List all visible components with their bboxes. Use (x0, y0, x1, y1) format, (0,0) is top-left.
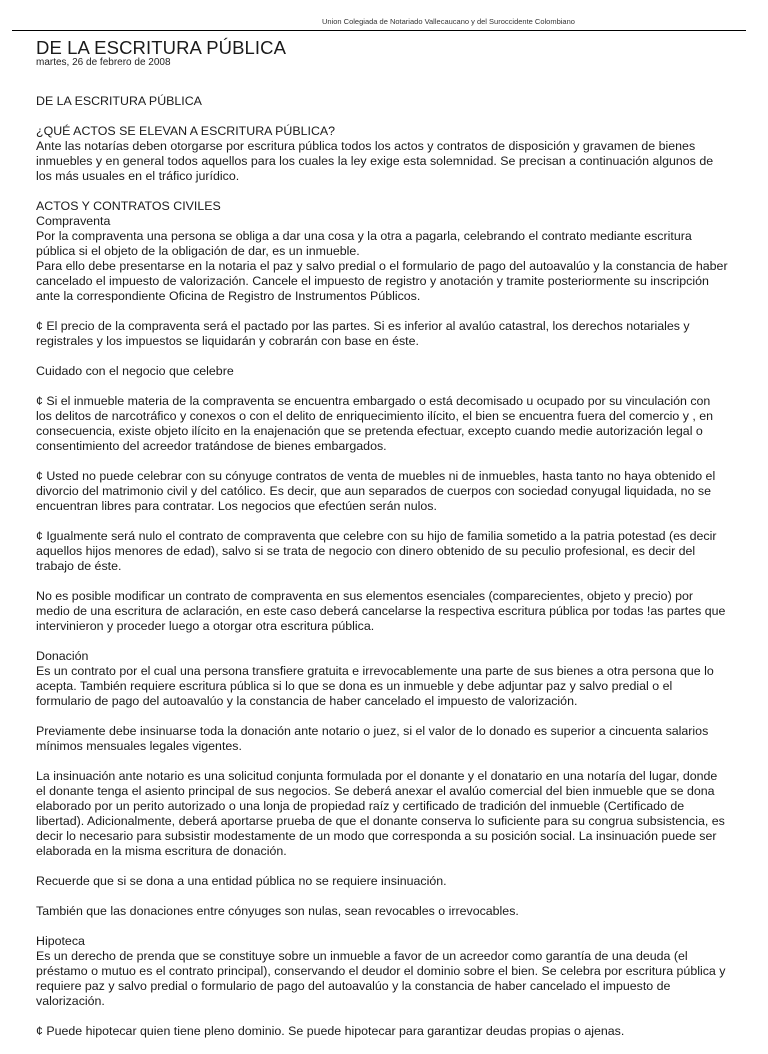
paragraph-embargo: ¢ Si el inmueble materia de la compraventa se encuentra embargado o está decomisado u ocupado por su vinculación con los delitos de narcotráfico y conexos o con el delito de enriquecimiento ilícito, el bien se encuentra fuera del comercio y , en consecuencia, existe objeto ilícito en la enajenación que se pretenda efectuar, excepto cuando medie autorización legal o consentimiento del acreedor tratándose de bienes embargados. (36, 394, 714, 453)
subsection-heading-compraventa: Compraventa (36, 214, 111, 228)
paragraph-intro-title: DE LA ESCRITURA PÚBLICA (36, 94, 202, 108)
paragraph-insinuation-detail: La insinuación ante notario es una solicitud conjunta formulada por el donante y el donatario en una notaría del lugar, donde el donante tenga el asiento principal de sus negocios. Se deberá anexar el avalúo comercial del bien inmueble que se dona elaborado por un perito autorizado o una lonja de propiedad raíz y certificado de tradición del inmueble (Certificado de libertad). Adicionalmente, deberá aportarse prueba de que el donante conserva lo suficiente para su congrua subsistencia, es decir lo necesario para subsistir modestamente de un modo que corresponda a su posición social. La insinuación puede ser elaborada en la misma escritura de donación. (36, 769, 725, 858)
paragraph-modification: No es posible modificar un contrato de compraventa en sus elementos esenciales (comparecientes, objeto y precio) por medio de una escritura de aclaración, en este caso deberá cancelarse la respectiva escritura pública por todas !as partes que intervinieron y proceder luego a otorgar otra escritura pública. (36, 589, 726, 633)
paragraph-child: ¢ Igualmente será nulo el contrato de compraventa que celebre con su hijo de familia sometido a la patria potestad (es decir aquellos hijos menores de edad), salvo si se trata de negocio con dinero obtenido de su peculio profesional, es decir del trabajo de éste. (36, 529, 717, 573)
paragraph: Para ello debe presentarse en la notaria el paz y salvo predial o el formulario de pago del autoavalúo y la constancia de haber cancelado el impuesto de valorización. Cancele el impuesto de registro y anotación y tramite posteriormente su inscripción ante la correspondiente Oficina de Registro de Instrumentos Públicos. (36, 259, 728, 303)
section-heading: ACTOS Y CONTRATOS CIVILES (36, 199, 221, 213)
header-divider (12, 30, 746, 31)
running-header: Union Colegiada de Notariado Vallecaucano y del Suroccidente Colombiano (322, 17, 575, 26)
paragraph-spouse-donation: También que las donaciones entre cónyuges son nulas, sean revocables o irrevocables. (36, 904, 519, 918)
subsection-heading-hipoteca: Hipoteca (36, 934, 85, 948)
paragraph-spouse: ¢ Usted no puede celebrar con su cónyuge contratos de venta de muebles ni de inmuebles, hasta tanto no haya obtenido el divorcio del matrimonio civil y del católico. Es decir, que aun separados de cuerpos con sociedad conyugal liquidada, no se encuentran libres para contratar. Los negocios que efectúen serán nulos. (36, 469, 716, 513)
paragraph: Por la compraventa una persona se obliga a dar una cosa y la otra a pagarla, celebrando el contrato mediante escritura pública si el objeto de la obligación de dar, es un inmueble. (36, 229, 692, 258)
paragraph-mortgage-owner: ¢ Puede hipotecar quien tiene pleno dominio. Se puede hipotecar para garantizar deudas propias o ajenas. (36, 1024, 625, 1038)
paragraph: Es un contrato por el cual una persona transfiere gratuita e irrevocablemente una parte de sus bienes a otra persona que lo acepta. También requiere escritura pública si lo que se dona es un inmueble y debe adjuntar paz y salvo predial o el formulario de pago del autoavalúo y la constancia de haber cancelado el impuesto de valorización. (36, 664, 714, 708)
document-body (36, 94, 728, 1054)
document-title: DE LA ESCRITURA PÚBLICA (36, 37, 287, 58)
section-donacion (36, 649, 728, 709)
section-civil-contracts (36, 199, 728, 304)
subsection-heading-donacion: Donación (36, 649, 89, 663)
section-heading: ¿QUÉ ACTOS SE ELEVAN A ESCRITURA PÚBLICA? (36, 124, 336, 138)
paragraph: Ante las notarías deben otorgarse por escritura pública todos los actos y contratos de disposición y gravamen de bienes inmuebles y en general todos aquellos para los cuales la ley exige esta solemnidad. Se precisan a continuación algunos de los más usuales en el tráfico jurídico. (36, 139, 714, 183)
paragraph-public-entity: Recuerde que si se dona a una entidad pública no se requiere insinuación. (36, 874, 447, 888)
paragraph-caution-heading: Cuidado con el negocio que celebre (36, 364, 234, 378)
section-hipoteca (36, 934, 728, 1009)
paragraph-price: ¢ El precio de la compraventa será el pactado por las partes. Si es inferior al avalúo catastral, los derechos notariales y registrales y los impuestos se liquidarán y cobrarán con base en éste. (36, 319, 690, 348)
section-acts (36, 124, 728, 184)
document-date: martes, 26 de febrero de 2008 (36, 57, 171, 68)
paragraph-insinuation: Previamente debe insinuarse toda la donación ante notario o juez, si el valor de lo donado es superior a cincuenta salarios mínimos mensuales legales vigentes. (36, 724, 709, 753)
paragraph: Es un derecho de prenda que se constituye sobre un inmueble a favor de un acreedor como garantía de una deuda (el préstamo o mutuo es el contrato principal), conservando el deudor el dominio sobre el bien. Se celebra por escritura pública y requiere paz y salvo predial o formulario de pago del autoavalúo y la constancia de haber cancelado el impuesto de valorización. (36, 949, 726, 1008)
